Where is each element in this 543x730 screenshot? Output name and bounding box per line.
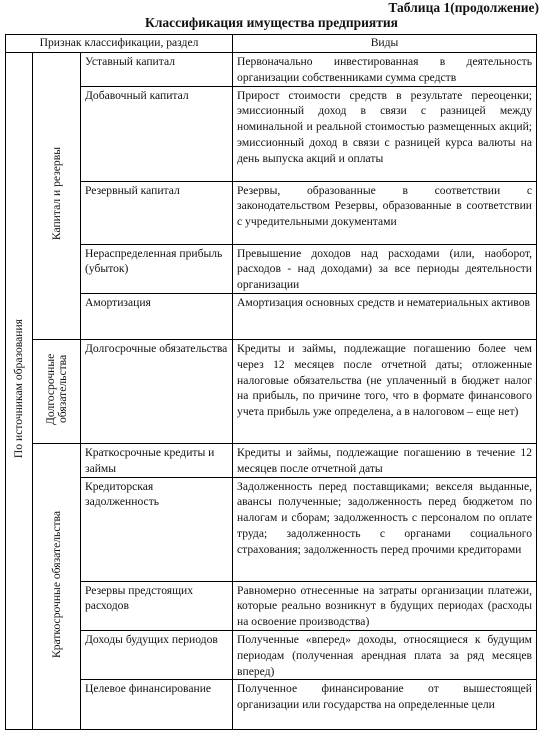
section-label: Капитал и резервы <box>49 147 63 241</box>
group-label: По источникам образования <box>12 319 25 459</box>
group-label-cell <box>6 53 33 730</box>
row-name: Добавочный капитал <box>81 86 233 181</box>
classification-table <box>5 34 537 730</box>
table-row <box>6 477 537 581</box>
row-desc: Прирост стоимости средств в результате переоценки; эмиссионный доход в связи с разницей между номинальной и реальной стоимостью размещенных акций; эмиссионный доход в связи с разницей курса валюты на день выпуска акций и оплаты <box>233 86 537 181</box>
section-label-cell <box>33 53 81 340</box>
row-desc: Первоначально инвестированная в деятельность организации собственниками сумма средств <box>233 53 537 87</box>
row-name: Резервный капитал <box>81 181 233 244</box>
row-name: Доходы будущих периодов <box>81 630 233 679</box>
row-desc: Полученные «вперед» доходы, относящиеся к будущим периодам (полученная арендная плата за ряд месяцев вперед) <box>233 630 537 679</box>
row-desc: Кредиты и займы, подлежащие погашению более чем через 12 месяцев после отчетной даты; отложенные налоговые обязательства (не уплаченный в бюджет налог на прибыль, по причине того, что в формате финансового учета прибыль уже определена, а в налоговом – еще нет) <box>233 339 537 443</box>
row-desc: Полученное финансирование от вышестоящей организации или государства на определенные цели <box>233 680 537 730</box>
row-name: Кредиторская задолженность <box>81 477 233 581</box>
row-name: Нераспределенная прибыль (убыток) <box>81 244 233 293</box>
table-row <box>6 443 537 477</box>
row-name: Уставный капитал <box>81 53 233 87</box>
table-row <box>6 581 537 630</box>
row-desc: Амортизация основных средств и нематериальных активов <box>233 293 537 339</box>
row-desc: Резервы, образованные в соответствии с законодательством Резервы, образованные в соответствии с учредительными документами <box>233 181 537 244</box>
header-row <box>6 35 537 53</box>
section-label: Долгосрочные обязательства <box>43 353 69 425</box>
table-row <box>6 680 537 730</box>
section-label-cell <box>33 443 81 729</box>
table-row <box>6 244 537 293</box>
table-row <box>6 181 537 244</box>
row-desc: Равномерно отнесенные на затраты организации платежи, которые реально возникнут в будущих периодах (расходы на освоение производства) <box>233 581 537 630</box>
header-types: Виды <box>233 35 537 53</box>
table-row <box>6 630 537 679</box>
row-name: Целевое финансирование <box>81 680 233 730</box>
table-title: Классификация имущества предприятия <box>145 15 398 30</box>
row-desc: Превышение доходов над расходами (или, наоборот, расходов - над доходами) за все периоды деятельности организации <box>233 244 537 293</box>
header-feature: Признак классификации, раздел <box>6 35 233 53</box>
row-desc: Задолженность перед поставщиками; векселя выданные, авансы полученные; задолженность перед бюджетом по налогам и сборам; задолженность с персоналом по оплате труда; задолженность с органами социального страхования; задолженность перед прочими кредиторами <box>233 477 537 581</box>
row-name: Краткосрочные кредиты и займы <box>81 443 233 477</box>
table-number: Таблица 1(продолжение) <box>388 0 539 15</box>
table-row <box>6 339 537 443</box>
section-label-cell <box>33 339 81 443</box>
row-name: Амортизация <box>81 293 233 339</box>
table-row <box>6 53 537 87</box>
row-name: Долгосрочные обязательства <box>81 339 233 443</box>
row-desc: Кредиты и займы, подлежащие погашению в течение 12 месяцев после отчетной даты <box>233 443 537 477</box>
table-row <box>6 86 537 181</box>
section-label: Краткосрочные обязательства <box>49 510 63 658</box>
table-row <box>6 293 537 339</box>
row-name: Резервы предстоящих расходов <box>81 581 233 630</box>
